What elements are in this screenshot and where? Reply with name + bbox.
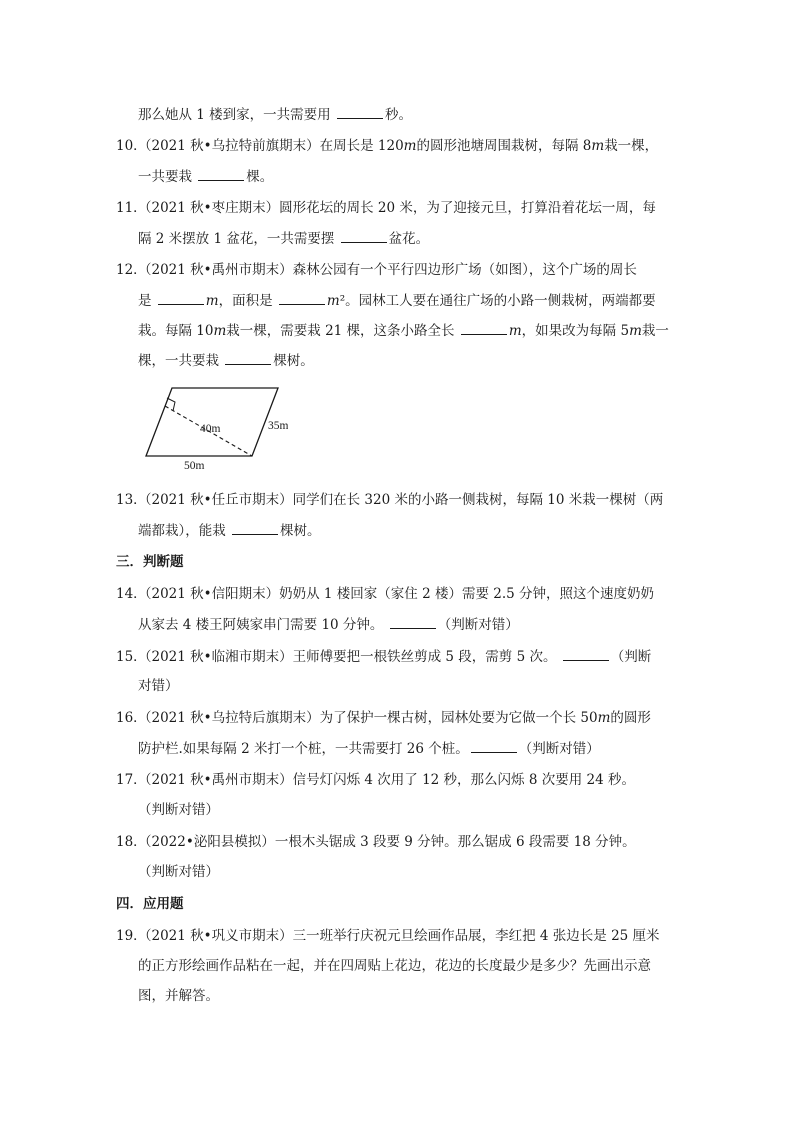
question-17-line2: （判断对错） — [138, 802, 219, 818]
parallelogram-diagram — [138, 384, 288, 476]
question-number: 18． — [116, 834, 147, 850]
section-heading-true-false: 三．判断题 — [116, 554, 184, 570]
text: 隔 2 米摆放 1 盆花，一共需要摆 — [138, 231, 339, 247]
answer-blank[interactable] — [158, 290, 204, 305]
question-19 — [116, 926, 660, 946]
answer-blank[interactable] — [337, 104, 383, 119]
text: 那么她从 1 楼到家，一共需要用 — [138, 107, 335, 123]
answer-blank[interactable] — [198, 166, 244, 181]
text: （2021 秋•乌拉特前旗期末）在周长是 120 — [138, 138, 404, 154]
question-13-line2 — [138, 520, 321, 541]
unit: m — [213, 323, 227, 339]
text: ，面积是 — [218, 293, 277, 309]
question-17 — [116, 770, 635, 790]
text: 的圆形 — [610, 710, 651, 726]
text: 秒。 — [384, 107, 412, 123]
answer-blank[interactable] — [471, 738, 517, 753]
text: 一共要栽 — [138, 169, 197, 185]
question-15-line2: 对错） — [138, 678, 179, 694]
text: （2021 秋•临湘市期末）王师傅要把一根铁丝剪成 5 段，需剪 5 次。 — [138, 649, 561, 665]
base-label: 50m — [184, 460, 205, 472]
text: （2021 秋•枣庄期末）圆形花坛的周长 20 米，为了迎接元旦，打算沿着花坛一周，每 — [138, 200, 656, 216]
text: 栽一棵， — [604, 138, 659, 154]
text: （2022•泌阳县模拟）一根木头锯成 3 段要 9 分钟。那么锯成 6 段需要 18 分钟。 — [138, 834, 636, 850]
question-12 — [116, 260, 637, 280]
answer-blank[interactable] — [341, 228, 387, 243]
question-15 — [116, 646, 651, 667]
text: 棵树。 — [280, 523, 321, 539]
answer-blank[interactable] — [225, 350, 271, 365]
unit: m — [597, 710, 611, 726]
side-label: 35m — [268, 420, 288, 432]
question-10 — [116, 136, 658, 156]
text: ²。园林工人要在通往广场的小路一侧栽树，两端都要 — [339, 293, 656, 309]
answer-blank[interactable] — [279, 290, 325, 305]
text: 栽一 — [641, 323, 669, 339]
height-label: 40m — [200, 423, 221, 435]
question-number: 16． — [116, 710, 147, 726]
text: （2021 秋•任丘市期末）同学们在长 320 米的小路一侧栽树，每隔 10 米栽一棵树（两 — [138, 492, 664, 508]
text: 棵树。 — [273, 353, 314, 369]
question-18 — [116, 832, 636, 852]
question-number: 14． — [116, 586, 147, 602]
question-number: 15． — [116, 649, 147, 665]
text: 防护栏.如果每隔 2 米打一个桩，一共需要打 26 个桩。 — [138, 741, 469, 757]
text: （2021 秋•乌拉特后旗期末）为了保护一棵古树，园林处要为它做一个长 50 — [138, 710, 598, 726]
text: （2021 秋•信阳期末）奶奶从 1 楼回家（家住 2 楼）需要 2.5 分钟，照这个速度奶奶 — [138, 586, 655, 602]
text: 盆花。 — [388, 231, 430, 247]
unit: m — [629, 323, 642, 339]
question-13 — [116, 490, 663, 510]
answer-blank[interactable] — [563, 646, 609, 661]
line-q9-cont — [138, 104, 412, 125]
text: 栽一棵，需要栽 21 棵，这条小路全长 — [226, 323, 459, 339]
text: 端都栽），能栽 — [138, 523, 231, 539]
question-10-line2 — [138, 166, 273, 187]
text: 棵，一共要栽 — [138, 353, 224, 369]
answer-blank[interactable] — [390, 614, 436, 629]
question-16-line2 — [138, 738, 600, 759]
parallelogram-figure — [138, 384, 288, 476]
text: （判断 — [610, 649, 652, 665]
text: （2021 秋•禹州市期末）信号灯闪烁 4 次用了 12 秒，那么闪烁 8 次要用 24 秒。 — [138, 772, 635, 788]
text: （判断对错） — [518, 741, 600, 757]
right-angle-mark — [167, 398, 175, 411]
question-12-line2 — [138, 290, 656, 311]
text: 是 — [138, 293, 156, 309]
question-19-line2: 的正方形绘画作品粘在一起，并在四周贴上花边，花边的长度最少是多少？先画出示意 — [138, 958, 651, 974]
unit: m — [403, 138, 417, 154]
question-number: 12． — [116, 262, 147, 278]
answer-blank[interactable] — [232, 520, 278, 535]
question-11 — [116, 198, 656, 218]
text: 从家去 4 楼王阿姨家串门需要 10 分钟。 — [138, 617, 388, 633]
text: 栽。每隔 10 — [138, 323, 214, 339]
text: （2021 秋•禹州市期末）森林公园有一个平行四边形广场（如图），这个广场的周长 — [138, 262, 637, 278]
text: 棵。 — [246, 169, 274, 185]
answer-blank[interactable] — [461, 320, 507, 335]
unit: m — [205, 293, 219, 309]
section-heading-word-problems: 四．应用题 — [116, 896, 184, 912]
question-19-line3: 图，并解答。 — [138, 988, 219, 1004]
question-number: 17． — [116, 772, 147, 788]
question-14 — [116, 584, 654, 604]
question-16 — [116, 708, 651, 728]
question-number: 13． — [116, 492, 147, 508]
unit: m — [326, 293, 340, 309]
question-number: 19． — [116, 928, 147, 944]
text: （2021 秋•巩义市期末）三一班举行庆祝元旦绘画作品展，李红把 4 张边长是 25 厘米 — [138, 928, 660, 944]
unit: m — [508, 323, 522, 339]
text: （判断对错） — [437, 617, 519, 633]
question-14-line2 — [138, 614, 519, 635]
question-18-line2: （判断对错） — [138, 864, 219, 880]
question-number: 10． — [116, 138, 147, 154]
text: 的圆形池塘周围栽树，每隔 8 — [416, 138, 592, 154]
question-12-line4 — [138, 350, 314, 371]
question-11-line2 — [138, 228, 429, 249]
question-12-line3 — [138, 320, 669, 341]
unit: m — [591, 138, 605, 154]
parallelogram-shape — [146, 388, 278, 456]
question-number: 11． — [116, 200, 147, 216]
text: ，如果改为每隔 5 — [521, 323, 630, 339]
